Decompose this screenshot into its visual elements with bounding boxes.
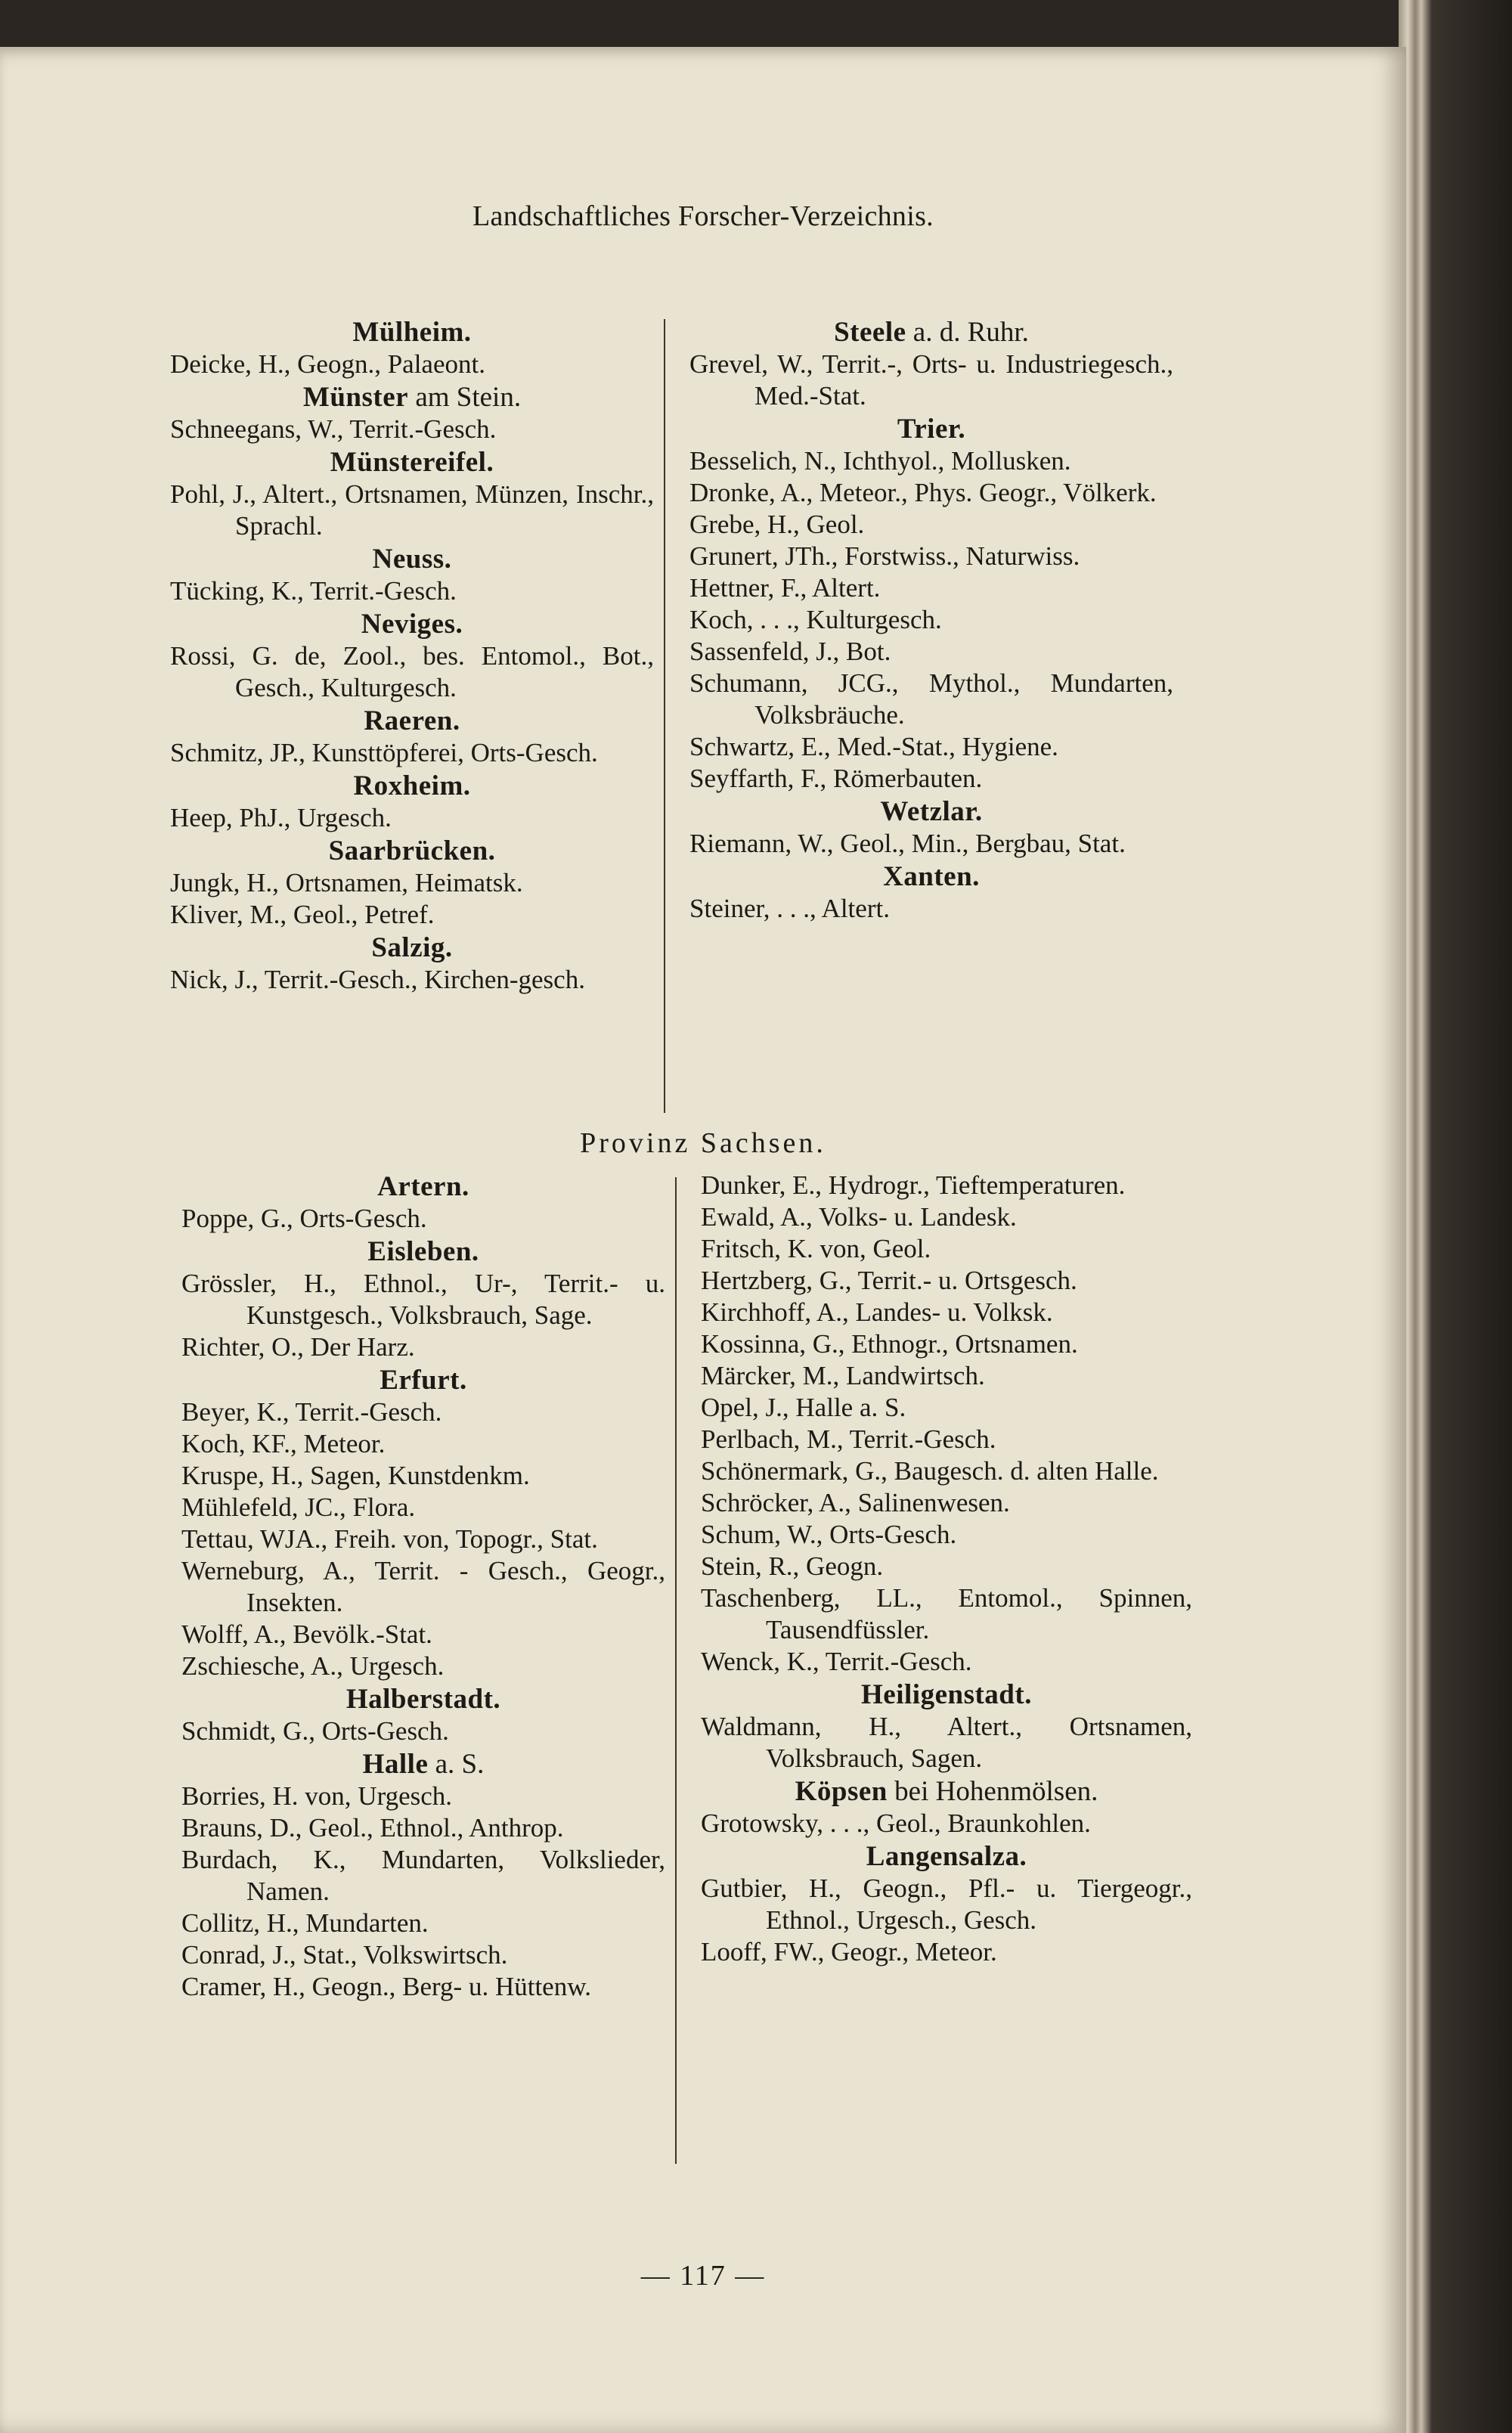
directory-entry: Cramer, H., Geogn., Berg- u. Hüttenw. [181, 1972, 591, 2001]
column-top-left [170, 315, 654, 996]
place-name: Eisleben. [367, 1236, 479, 1267]
directory-entry: Taschenberg, LL., Entomol., Spinnen, Tausendfüssler. [701, 1583, 1192, 1644]
directory-entry: Schröcker, A., Salinenwesen. [701, 1488, 1010, 1517]
directory-entry: Borries, H. von, Urgesch. [181, 1781, 453, 1811]
place-name: Neviges. [361, 609, 463, 640]
place-heading [689, 861, 1173, 893]
directory-entry: Conrad, J., Stat., Volkswirtsch. [181, 1940, 508, 1970]
place-name: Erfurt. [380, 1365, 467, 1396]
directory-entry: Koch, . . ., Kulturgesch. [689, 605, 942, 634]
place-name: Heiligenstadt. [861, 1679, 1032, 1710]
directory-entry: Kliver, M., Geol., Petref. [170, 900, 435, 929]
place-heading [701, 1679, 1192, 1711]
directory-entry: Wenck, K., Territ.-Gesch. [701, 1647, 972, 1676]
place-heading [170, 770, 654, 802]
directory-entry: Schmidt, G., Orts-Gesch. [181, 1716, 449, 1746]
directory-entry: Hertzberg, G., Territ.- u. Ortsgesch. [701, 1266, 1077, 1295]
directory-entry: Burdach, K., Mundarten, Volkslieder, Namen. [181, 1845, 665, 1906]
place-heading [701, 1776, 1192, 1808]
directory-entry: Looff, FW., Geogr., Meteor. [701, 1937, 997, 1967]
directory-entry: Tücking, K., Territ.-Gesch. [170, 576, 457, 606]
column-divider-top [664, 319, 665, 1113]
directory-entry: Deicke, H., Geogn., Palaeont. [170, 349, 485, 379]
directory-entry: Waldmann, H., Altert., Ortsnamen, Volksbrauch, Sagen. [701, 1712, 1192, 1773]
place-name: Salzig. [371, 932, 453, 963]
directory-entry: Opel, J., Halle a. S. [701, 1393, 906, 1422]
place-heading [181, 1365, 665, 1396]
place-name: Köpsen [795, 1776, 888, 1807]
column-bottom-right [701, 1170, 1192, 1968]
directory-entry: Seyffarth, F., Römerbauten. [689, 764, 983, 793]
place-name: Münstereifel. [330, 447, 494, 478]
directory-entry: Schneegans, W., Territ.-Gesch. [170, 414, 497, 444]
place-suffix: bei Hohenmölsen. [887, 1776, 1098, 1807]
directory-entry: Beyer, K., Territ.-Gesch. [181, 1397, 442, 1427]
place-suffix: a. d. Ruhr. [906, 317, 1029, 348]
place-name: Xanten. [883, 861, 980, 892]
directory-entry: Richter, O., Der Harz. [181, 1332, 415, 1362]
directory-entry: Grössler, H., Ethnol., Ur-, Territ.- u. Kunstgesch., Volksbrauch, Sage. [181, 1269, 665, 1330]
directory-entry: Tettau, WJA., Freih. von, Topogr., Stat. [181, 1524, 598, 1554]
directory-entry: Kruspe, H., Sagen, Kunstdenkm. [181, 1461, 530, 1490]
province-heading: Provinz Sachsen. [580, 1127, 826, 1159]
place-name: Steele [834, 317, 906, 348]
directory-entry: Grunert, JTh., Forstwiss., Naturwiss. [689, 541, 1080, 571]
place-heading [170, 932, 654, 964]
place-name: Saarbrücken. [328, 835, 496, 866]
directory-entry: Nick, J., Territ.-Gesch., Kirchen-gesch. [170, 965, 585, 994]
place-heading [181, 1749, 665, 1781]
page-number: — 117 — [640, 2260, 766, 2292]
place-name: Artern. [377, 1171, 469, 1202]
column-divider-bottom [675, 1177, 677, 2164]
directory-entry: Kossinna, G., Ethnogr., Ortsnamen. [701, 1329, 1078, 1359]
directory-entry: Zschiesche, A., Urgesch. [181, 1651, 445, 1681]
directory-entry: Pohl, J., Altert., Ortsnamen, Münzen, Inschr., Sprachl. [170, 479, 654, 541]
place-name: Trier. [897, 414, 966, 445]
running-head: Landschaftliches Forscher-Verzeichnis. [472, 200, 934, 232]
directory-entry: Schum, W., Orts-Gesch. [701, 1520, 957, 1549]
directory-entry: Rossi, G. de, Zool., bes. Entomol., Bot., Gesch., Kulturgesch. [170, 641, 654, 702]
directory-entry: Mühlefeld, JC., Flora. [181, 1492, 416, 1522]
place-name: Raeren. [364, 705, 460, 736]
directory-entry: Grevel, W., Territ.-, Orts- u. Industriegesch., Med.-Stat. [689, 349, 1173, 411]
directory-entry: Schönermark, G., Baugesch. d. alten Halle. [701, 1456, 1159, 1486]
place-heading [170, 835, 654, 867]
directory-entry: Grebe, H., Geol. [689, 510, 865, 539]
place-heading [181, 1171, 665, 1203]
place-name: Halberstadt. [345, 1684, 501, 1715]
column-bottom-left [181, 1170, 665, 2003]
place-suffix: am Stein. [408, 382, 522, 413]
directory-entry: Wolff, A., Bevölk.-Stat. [181, 1619, 432, 1649]
place-heading [181, 1684, 665, 1715]
directory-entry: Märcker, M., Landwirtsch. [701, 1361, 985, 1390]
directory-entry: Ewald, A., Volks- u. Landesk. [701, 1202, 1017, 1232]
directory-entry: Perlbach, M., Territ.-Gesch. [701, 1424, 996, 1454]
place-heading [701, 1841, 1192, 1873]
directory-entry: Collitz, H., Mundarten. [181, 1908, 429, 1938]
place-heading [689, 796, 1173, 828]
directory-entry: Jungk, H., Ortsnamen, Heimatsk. [170, 868, 523, 897]
column-top-right [689, 315, 1173, 925]
directory-entry: Hettner, F., Altert. [689, 573, 881, 603]
directory-entry: Poppe, G., Orts-Gesch. [181, 1204, 427, 1233]
place-name: Langensalza. [866, 1841, 1027, 1872]
directory-entry: Schwartz, E., Med.-Stat., Hygiene. [689, 732, 1058, 761]
directory-entry: Kirchhoff, A., Landes- u. Volksk. [701, 1297, 1053, 1327]
directory-entry: Schumann, JCG., Mythol., Mundarten, Volksbräuche. [689, 668, 1173, 730]
directory-entry: Dronke, A., Meteor., Phys. Geogr., Völkerk. [689, 478, 1157, 507]
place-name: Wetzlar. [880, 796, 983, 827]
place-name: Roxheim. [353, 770, 471, 801]
place-heading [170, 705, 654, 737]
directory-entry: Dunker, E., Hydrogr., Tieftemperaturen. [701, 1170, 1126, 1200]
place-heading [170, 317, 654, 349]
place-name: Mülheim. [352, 317, 472, 348]
directory-entry: Steiner, . . ., Altert. [689, 894, 890, 923]
place-name: Neuss. [372, 544, 452, 575]
place-heading [170, 544, 654, 575]
place-heading [689, 317, 1173, 349]
place-name: Münster [302, 382, 409, 413]
place-heading [689, 414, 1173, 445]
directory-entry: Riemann, W., Geol., Min., Bergbau, Stat. [689, 829, 1126, 858]
directory-entry: Gutbier, H., Geogn., Pfl.- u. Tiergeogr., Ethnol., Urgesch., Gesch. [701, 1874, 1192, 1935]
book-binding-edge [1399, 0, 1512, 2433]
directory-entry: Fritsch, K. von, Geol. [701, 1234, 931, 1263]
directory-entry: Grotowsky, . . ., Geol., Braunkohlen. [701, 1808, 1091, 1838]
directory-entry: Sassenfeld, J., Bot. [689, 637, 891, 666]
place-heading [170, 609, 654, 640]
place-heading [170, 382, 654, 414]
place-heading [170, 447, 654, 479]
place-suffix: a. S. [428, 1749, 485, 1780]
directory-entry: Schmitz, JP., Kunsttöpferei, Orts-Gesch. [170, 738, 598, 767]
directory-entry: Stein, R., Geogn. [701, 1551, 884, 1581]
directory-entry: Brauns, D., Geol., Ethnol., Anthrop. [181, 1813, 564, 1843]
directory-entry: Werneburg, A., Territ. - Gesch., Geogr., Insekten. [181, 1556, 665, 1617]
directory-entry: Heep, PhJ., Urgesch. [170, 803, 392, 832]
directory-entry: Koch, KF., Meteor. [181, 1429, 386, 1458]
directory-entry: Besselich, N., Ichthyol., Mollusken. [689, 446, 1071, 476]
place-heading [181, 1236, 665, 1268]
book-page [0, 47, 1406, 2433]
place-name: Halle [362, 1749, 429, 1780]
